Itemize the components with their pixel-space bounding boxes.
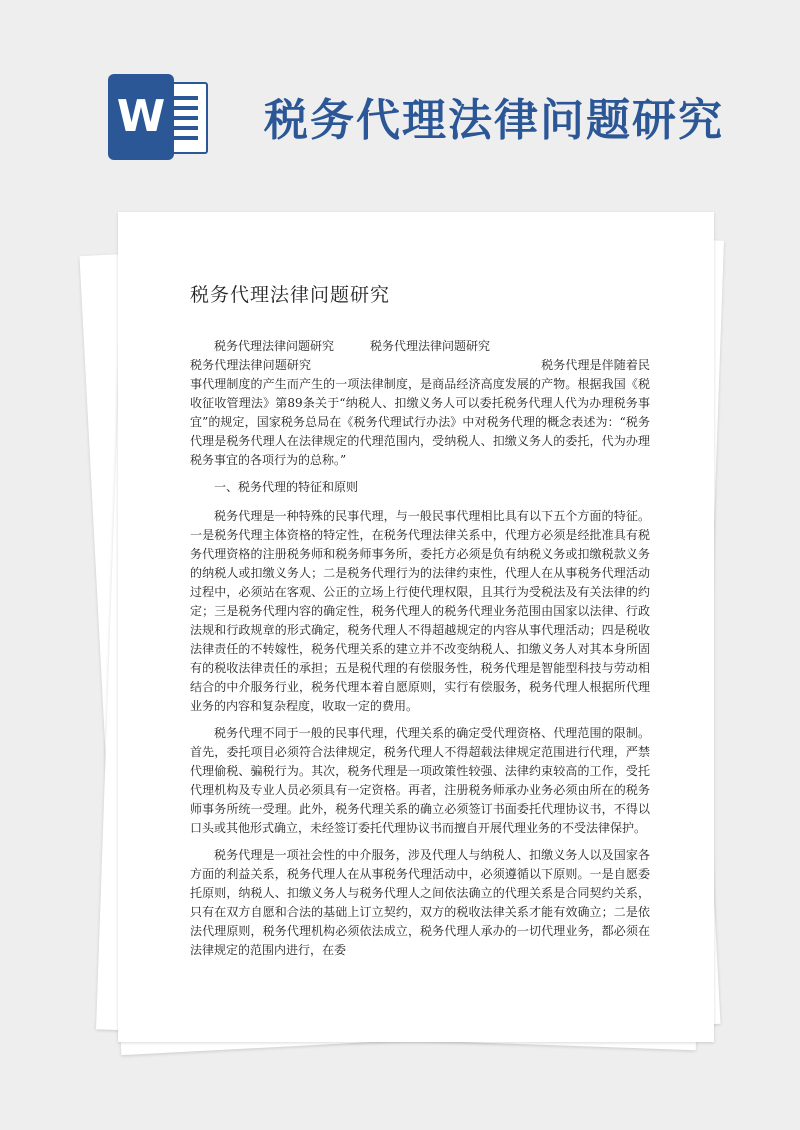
section-heading: 一、税务代理的特征和原则 (214, 480, 359, 494)
word-icon-letter: W (108, 74, 174, 160)
banner-title: 税务代理法律问题研究 (264, 95, 724, 146)
intro-paragraph: 税务代理法律问题研究 税务代理是伴随着民事代理制度的产生而产生的一项法律制度，是商品经济高度发展的产物。根据我国《税收征收管理法》第89条关于“纳税人、扣缴义务人可以委托税务代理人代为办理税务事宜”的规定，国家税务总局在《税务代理试行办法》中对税务代理的概念表述为：“税务代理是税务代理人在法律规定的代理范围内，受纳税人、扣缴义务人的委托，代为办理税务事宜的各项行为的总称。” (190, 358, 650, 467)
document-title: 税务代理法律问题研究 (190, 284, 391, 306)
title-repeat: 税务代理法律问题研究 (214, 339, 335, 353)
banner (0, 0, 800, 200)
body-paragraph: 税务代理不同于一般的民事代理，代理关系的确定受代理资格、代理范围的限制。首先，委托项目必须符合法律规定，税务代理人不得超载法律规定范围进行代理，严禁代理偷税、骗税行为。其次，税务代理是一项政策性较强、法律约束较高的工作，受托代理机构及专业人员必须具有一定资格。再者，注册税务师承办业务必须由所在的税务师事务所统一受理。此外，税务代理关系的确立必须签订书面委托代理协议书，不得以口头或其他形式确立，未经签订委托代理协议书而擅自开展代理业务的不受法律保护。 (190, 726, 650, 835)
word-icon (108, 74, 210, 160)
document-body (190, 280, 650, 968)
body-paragraph: 税务代理是一项社会性的中介服务，涉及代理人与纳税人、扣缴义务人以及国家各方面的利益关系，税务代理人在从事税务代理活动中，必须遵循以下原则。一是自愿委托原则，纳税人、扣缴义务人与税务代理人之间依法确立的代理关系是合同契约关系，只有在双方自愿和合法的基础上订立契约，双方的税收法律关系才能有效确立；二是依法代理原则，税务代理机构必须依法成立，税务代理人承办的一切代理业务，都必须在法律规定的范围内进行，在委 (190, 848, 650, 957)
title-repeat: 税务代理法律问题研究 (370, 339, 491, 353)
title-repeat-line (190, 337, 650, 356)
body-paragraph: 税务代理是一种特殊的民事代理，与一般民事代理相比具有以下五个方面的特征。一是税务代理主体资格的特定性，在税务代理法律关系中，代理方必须是经批准具有税务代理资格的注册税务师和税务师事务所，委托方必须是负有纳税义务或扣缴税款义务的纳税人或扣缴义务人；二是税务代理行为的法律约束性，代理人在从事税务代理活动过程中，必须站在客观、公正的立场上行使代理权限，且其行为受税法及有关法律的约定；三是税务代理内容的确定性，税务代理人的税务代理业务范围由国家以法律、行政法规和行政规章的形式确定，税务代理人不得超越规定的内容从事代理活动；四是税收法律责任的不转嫁性，税务代理关系的建立并不改变纳税人、扣缴义务人对其本身所固有的税收法律责任的承担；五是税代理的有偿服务性，税务代理是智能型科技与劳动相结合的中介服务行业，税务代理本着自愿原则，实行有偿服务，税务代理人根据所代理业务的内容和复杂程度，收取一定的费用。 (190, 509, 650, 713)
